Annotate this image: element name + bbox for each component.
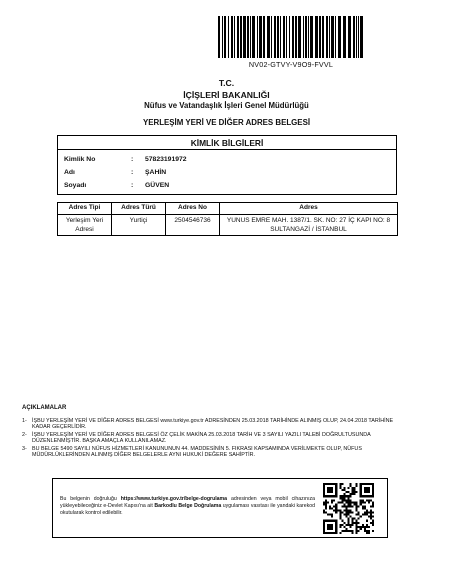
verification-text-end: uygulaması vasıtası ile yandaki karekod okutularak kontrol edilebilir.: [60, 503, 315, 516]
barcode: [218, 16, 364, 58]
kimlik-value: GÜVEN: [145, 182, 170, 189]
separator: :: [131, 169, 134, 176]
column-header: Adres Tipi: [58, 203, 112, 215]
verification-text-start: Bu belgenin doğruluğu: [60, 496, 121, 502]
address-table: [57, 202, 398, 236]
note-number: 2-: [22, 432, 27, 438]
separator: :: [131, 182, 134, 189]
document-title: YERLEŞİM YERİ VE DİĞER ADRES BELGESİ: [142, 118, 311, 127]
header-ministry: İÇİŞLERİ BAKANLIĞI: [183, 90, 270, 100]
verification-url-link[interactable]: https://www.turkiye.gov.tr/belge-dogrulama: [120, 496, 228, 502]
verification-app-name: Barkodlu Belge Doğrulama: [154, 503, 222, 509]
address-type-cell: Yerleşim Yeri Adresi: [58, 215, 112, 236]
note-number: 3-: [22, 446, 27, 452]
verification-text-middle: adresinden veya mobil cihazınıza yükleyebileceğiniz e-Devlet Kapısı'na ait: [60, 496, 315, 509]
column-header: Adres No: [166, 203, 220, 215]
note-text: İŞBU YERLEŞİM YERİ VE DİĞER ADRES BELGESİ www.turkiye.gov.tr ADRESİNDEN 25.03.2018 TARİHİNDE ALINMIŞ OLUP, 24.04.2018 TARİHİNE KADAR GEÇERLİDİR.: [32, 418, 394, 431]
kimlik-value: 57823191972: [145, 156, 187, 163]
header-directorate: Nüfus ve Vatandaşlık İşleri Genel Müdürlüğü: [144, 101, 309, 110]
qr-code-icon: [323, 483, 374, 534]
notes-title: AÇIKLAMALAR: [22, 405, 67, 411]
note-text: İŞBU YERLEŞİM YERİ VE DİĞER ADRES BELGESİ ÖZ ÇELİK MAKİNA 25.03.2018 TARİH VE 3 SAYILI YAZILI TALEBİ DOĞRULTUSUNDA DÜZENLENMİŞTİR. BAŞKA AMAÇLA KULLANILAMAZ.: [32, 432, 371, 445]
separator: :: [131, 156, 134, 163]
kimlik-info-box: [57, 149, 397, 195]
kimlik-label: Kimlik No: [64, 156, 96, 163]
note-text: BU BELGE 5490 SAYILI NÜFUS HİZMETLERİ KANUNUNUN 44. MADDESİNİN 5. FIKRASI KAPSAMINDA VERİLMEKTE OLUP, NÜFUS MÜDÜRLÜKLERİNDEN ALINMIŞ DİĞER BELGELERLE AYNI HUKUKİ DEĞERE SAHİPTİR.: [32, 446, 362, 459]
column-header: Adres: [220, 203, 398, 215]
verification-text: [60, 496, 315, 517]
document-code: NV02-GTVY-V9O9-FVVL: [248, 60, 334, 69]
column-header: Adres Türü: [112, 203, 166, 215]
address-cell: YUNUS EMRE MAH. 1387/1. SK. NO: 27 İÇ KAPI NO: 8 SULTANGAZİ / İSTANBUL: [220, 215, 398, 236]
header-tc: T.C.: [218, 78, 235, 88]
address-table-header: [58, 203, 398, 215]
kimlik-label: Soyadı: [64, 182, 87, 189]
kimlik-label: Adı: [64, 169, 75, 176]
address-kind-cell: Yurtiçi: [112, 215, 166, 236]
kimlik-section-title: KİMLİK BİLGİLERİ: [57, 135, 397, 149]
kimlik-value: ŞAHİN: [145, 169, 167, 176]
address-no-cell: 2504546736: [166, 215, 220, 236]
note-number: 1-: [22, 418, 27, 424]
table-row: [58, 215, 398, 236]
verification-box: [52, 478, 388, 538]
